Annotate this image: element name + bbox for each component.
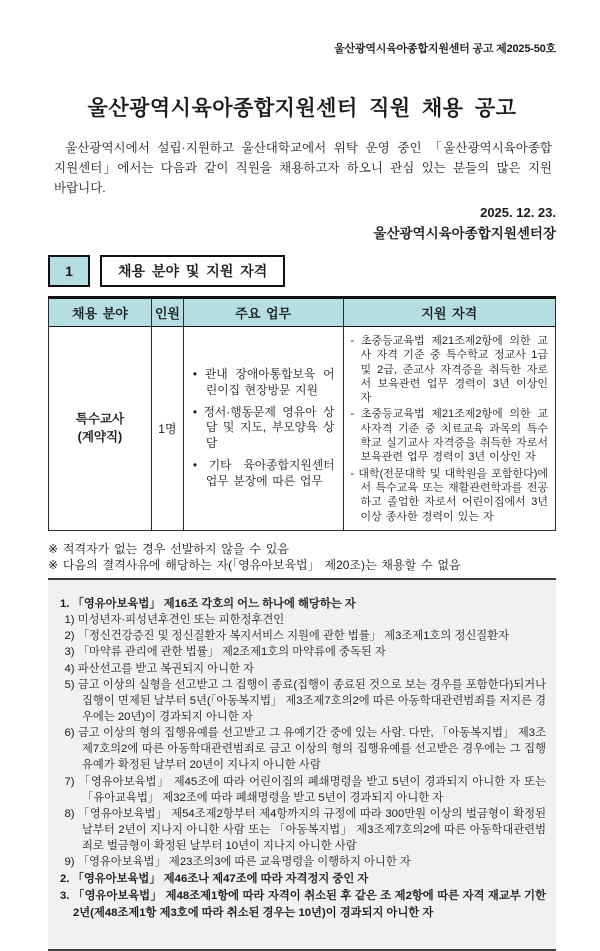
disqualification-subitem: 4) 파산선고를 받고 복권되지 아니한 자 [64, 662, 254, 675]
cell-headcount: 1명 [151, 327, 183, 531]
position-name: 특수교사 [75, 412, 125, 427]
section-header [48, 255, 556, 287]
disqualification-subitem: 3) 「마약류 관리에 관한 법률」 제2조제1호의 마약류에 중독된 자 [64, 646, 386, 659]
signer-name: 울산광역시육아종합지원센터장 [373, 226, 556, 241]
disqualification-subitem: 5) 금고 이상의 실형을 선고받고 그 집행이 종료(집행이 종료된 것으로 보는 경우를 포함한다)되거나 집행이 면제된 날부터 5년(「아동복지법」 제3조제7호의2에 따른 아동학대관련범죄를 저지른 경우에는 20년)이 경과되지 아니한 자 [64, 678, 546, 723]
disqualification-subitem: 9) 「영유아보육법」 제23조의3에 따른 교육명령을 이행하지 아니한 자 [64, 856, 411, 869]
page-title: 울산광역시육아종합지원센터 직원 채용 공고 [87, 97, 517, 120]
disqualification-subitem: 7) 「영유아보육법」 제45조에 따라 어린이집의 폐쇄명령을 받고 5년이 경과되지 아니한 자 또는 「유아교육법」 제32조에 따라 폐쇄명령을 받고 5년이 경과되지 아니한 자 [64, 775, 546, 804]
section-title: 채용 분야 및 지원 자격 [100, 255, 285, 287]
qualification-item: - 초중등교육법 제21조제2항에 의한 교사자격 기준 중 치료교육 과목의 특수학교 실기교사 자격증을 취득한 자로서 보육관련 업무 경력이 3년 이상인 자 [351, 407, 548, 464]
disqualification-item-3: 3. 「영유아보육법」 제48조제1항에 따라 자격이 취소된 후 같은 조 제2항에 따른 자격 재교부 기한 2년(제48조제1항 제3호에 따라 취소된 경우는 10년)이 경과되지 아니한 자 [60, 890, 546, 919]
doc-number: 울산광역시육아종합지원센터 공고 제2025-50호 [334, 43, 556, 55]
note-line: ※ 적격자가 없는 경우 선발하지 않을 수 있음 [48, 541, 289, 556]
cell-position [49, 327, 152, 531]
col-header-headcount: 인원 [151, 298, 183, 327]
disqualification-item-1: 1. 「영유아보육법」 제16조 각호의 어느 하나에 해당하는 자 [60, 597, 356, 610]
disqualification-subitem: 2) 「정신건강증진 및 정신질환자 복지서비스 지원에 관한 법률」 제3조제1호의 정신질환자 [64, 630, 510, 643]
recruitment-table [48, 296, 556, 531]
cell-qualifications [343, 327, 555, 531]
disqualification-box [48, 578, 556, 951]
announcement-date: 2025. 12. 23. [480, 205, 556, 220]
disqualification-subitem: 6) 금고 이상의 형의 집행유예를 선고받고 그 유예기간 중에 있는 사람. 다만, 「아동복지법」 제3조제7호의2에 따른 아동학대관련범죄로 금고 이상의 형의 집행유예를 선고받은 경우에는 그 집행유예가 확정된 날부터 20년이 지나지 아니한 사람 [64, 727, 546, 772]
disqualification-subitem: 8) 「영유아보육법」 제54조제2항부터 제4항까지의 규정에 따라 300만원 이상의 벌금형이 확정된 날부터 2년이 지나지 아니한 사람 또는 「아동복지법」 제3조제7호의2에 따른 아동학대관련범죄로 벌금형이 확정된 날부터 10년이 지나지 아니한 사람 [64, 807, 546, 853]
table-header-row [49, 298, 556, 327]
disqualification-subitem: 1) 미성년자·피성년후견인 또는 피한정후견인 [64, 614, 285, 627]
table-notes [48, 541, 556, 574]
intro-paragraph: 울산광역시에서 설립·지원하고 울산대학교에서 위탁 운영 중인 「울산광역시육아종합지원센터」에서는 다음과 같이 직원을 채용하고자 하오니 관심 있는 분들의 많은 지원 바랍니다. [54, 141, 552, 195]
duty-item: • 관내 장애아통합보육 어린이집 현장방문 지원 [193, 367, 335, 399]
section-number-badge: 1 [48, 255, 90, 287]
col-header-duties: 주요 업무 [183, 298, 343, 327]
table-row [49, 327, 556, 531]
position-note: (계약직) [77, 430, 123, 445]
col-header-field: 채용 분야 [49, 298, 152, 327]
cell-duties [183, 327, 343, 531]
duty-item: • 기타 육아종합지원센터 업무 분장에 따른 업무 [193, 458, 335, 490]
qualification-item: - 초중등교육법 제21조제2항에 의한 교사 자격 기준 중 특수학교 정교사 1급 및 2급, 준교사 자격증을 취득한 자로서 보육관련 업무 경력이 3년 이상인 자 [351, 334, 548, 405]
duty-item: • 정서·행동문제 영유아 상담 및 지도, 부모양육 상담 [193, 405, 335, 453]
qualification-item: - 대학(전문대학 및 대학원을 포함한다)에서 특수교육 또는 재활관련학과를 전공하고 졸업한 자로서 어린이집에서 3년 이상 종사한 경력이 있는 자 [351, 467, 548, 524]
col-header-qualifications: 지원 자격 [343, 298, 555, 327]
disqualification-item-2: 2. 「영유아보육법」 제46조나 제47조에 따라 자격정지 중인 자 [60, 873, 369, 886]
note-line: ※ 다음의 결격사유에 해당하는 자(「영유아보육법」 제20조)는 채용할 수 없음 [48, 558, 461, 573]
